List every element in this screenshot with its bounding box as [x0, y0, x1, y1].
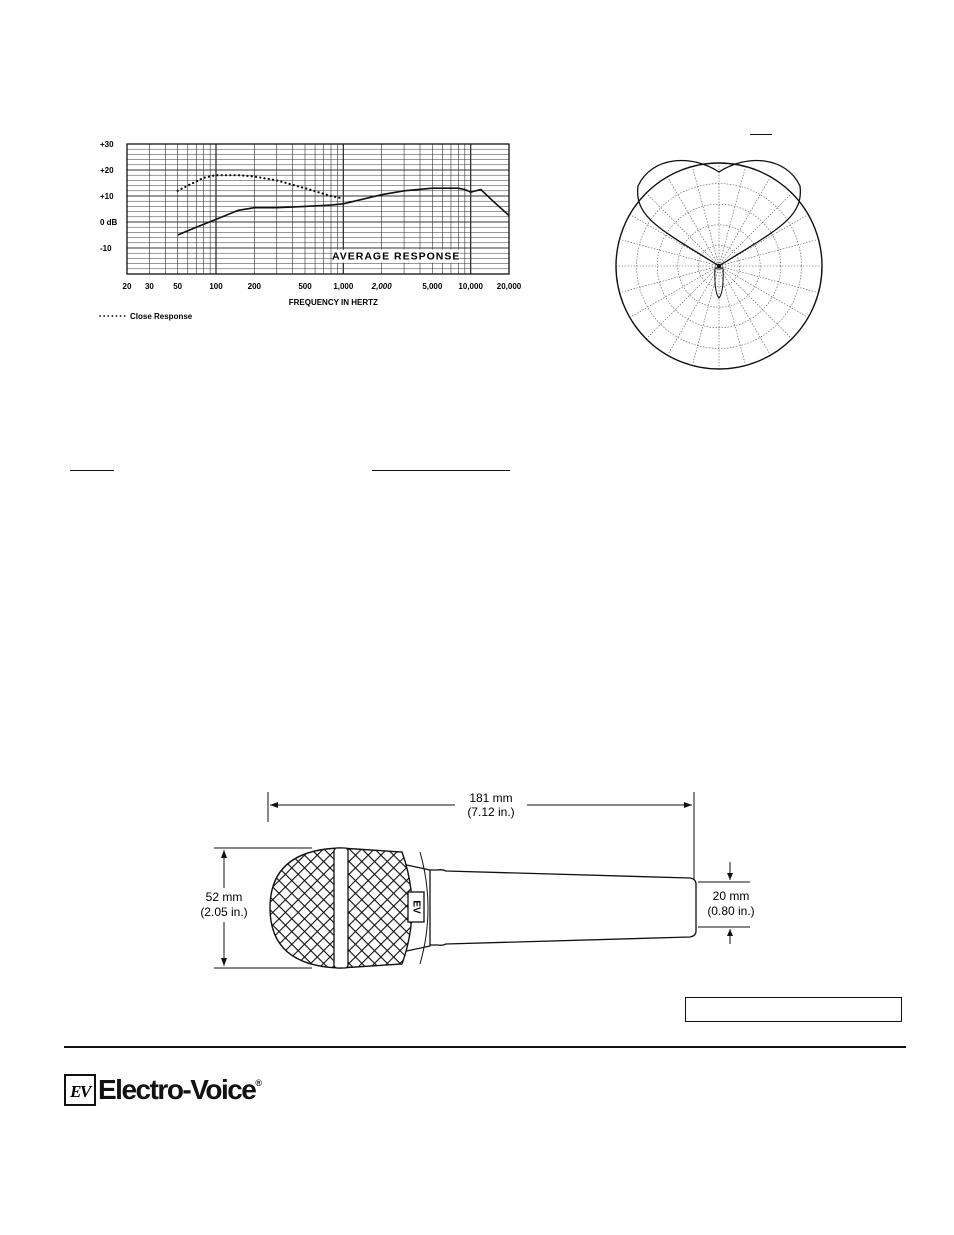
- ev-logo-mark: [64, 1074, 96, 1106]
- x-tick-label: 5,000: [422, 282, 443, 291]
- polar-spoke: [620, 239, 719, 266]
- polar-pattern-diagram: [612, 158, 832, 378]
- frequency-response-chart: [90, 130, 530, 330]
- x-tick-label: 2,000: [371, 282, 392, 291]
- close-response-curve: [178, 175, 344, 198]
- tail-mm: 20 mm: [712, 889, 750, 903]
- polar-spoke: [692, 167, 719, 266]
- polar-spoke: [646, 193, 719, 266]
- microphone-handle: [422, 870, 696, 946]
- y-tick-label: +10: [100, 192, 114, 201]
- grille-band: [334, 848, 348, 968]
- y-tick-labels: [100, 140, 118, 253]
- figure-caption-box: [685, 997, 902, 1022]
- section-heading-rule: [70, 470, 114, 471]
- polar-spoke: [719, 266, 771, 355]
- x-tick-label: 100: [209, 282, 223, 291]
- registered-mark: ®: [255, 1078, 263, 1088]
- dimension-drawing: [190, 778, 770, 978]
- polar-center: [717, 264, 721, 268]
- x-tick-label: 10,000: [458, 282, 483, 291]
- average-response-banner: [332, 250, 460, 263]
- polar-spoke: [668, 177, 720, 266]
- head-mm: 52 mm: [205, 890, 243, 904]
- y-tick-label: +30: [100, 140, 114, 149]
- length-in: (7.12 in.): [467, 805, 515, 819]
- x-tick-label: 200: [247, 282, 262, 291]
- x-tick-labels: [123, 282, 522, 291]
- x-tick-label: 1,000: [333, 282, 354, 291]
- polar-spoke: [630, 266, 719, 318]
- y-tick-label: -10: [100, 244, 112, 253]
- x-tick-label: 50: [173, 282, 183, 291]
- polar-heading-rule: [750, 134, 772, 135]
- y-tick-label: 0 dB: [100, 218, 118, 227]
- tail-in: (0.80 in.): [707, 904, 755, 918]
- x-tick-label: 500: [298, 282, 312, 291]
- length-mm: 181 mm: [469, 791, 513, 805]
- y-tick-label: +20: [100, 166, 114, 175]
- polar-spoke: [719, 177, 771, 266]
- polar-spoke: [719, 266, 792, 339]
- polar-spoke: [719, 239, 818, 266]
- polar-spoke: [719, 266, 818, 293]
- polar-spoke: [719, 266, 808, 318]
- brand-wordmark: [98, 1074, 262, 1106]
- brand-name: Electro-Voice: [98, 1074, 256, 1105]
- average-response-label: AVERAGE RESPONSE: [331, 250, 461, 263]
- x-tick-label: 20,000: [496, 282, 522, 291]
- x-tick-label: 20: [122, 282, 132, 291]
- polar-spoke: [719, 167, 746, 266]
- legend-close-response: Close Response: [130, 312, 193, 321]
- section-heading-rule: [372, 470, 510, 471]
- polar-spoke: [646, 266, 719, 339]
- footer-rule: [64, 1046, 906, 1048]
- polar-spoke: [719, 193, 792, 266]
- x-axis-label: FREQUENCY IN HERTZ: [288, 298, 378, 307]
- ev-badge-text: EV: [410, 900, 422, 914]
- x-tick-label: 30: [144, 282, 154, 291]
- ev-logo-letters: EV: [70, 1082, 90, 1101]
- head-in: (2.05 in.): [200, 905, 248, 919]
- polar-spoke: [620, 266, 719, 293]
- polar-spoke: [668, 266, 720, 355]
